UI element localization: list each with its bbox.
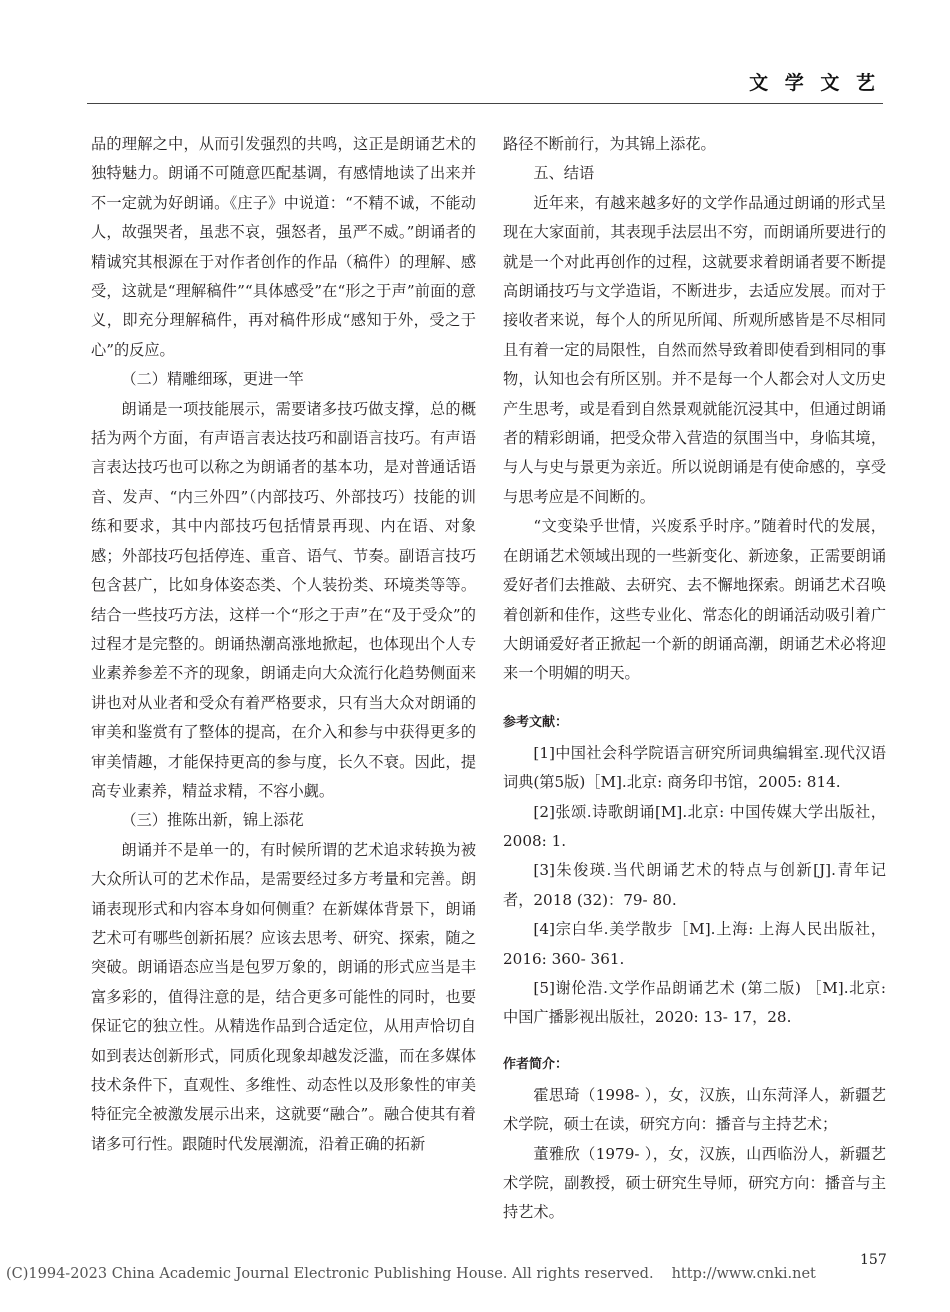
copyright-footer bbox=[6, 1266, 816, 1282]
body-paragraph: “文变染乎世情，兴废系乎时序。”随着时代的发展，在朗诵艺术领域出现的一些新变化、新迹象，正需要朗诵爱好者们去推敲、去研究、去不懈地探索。朗诵艺术召唤着创新和佳作，这些专业化、常态化的朗诵活动吸引着广大朗诵爱好者正掀起一个新的朗诵高潮，朗诵艺术必将迎来一个明媚的明天。 bbox=[503, 517, 886, 683]
authors-list bbox=[503, 1081, 886, 1228]
references-list bbox=[503, 739, 886, 1033]
left-column bbox=[91, 130, 476, 1159]
section-heading: 五、结语 bbox=[533, 164, 595, 183]
reference-item: [4]宗白华.美学散步［M].上海: 上海人民出版社，2016: 360- 361. bbox=[503, 920, 886, 968]
reference-item: [1]中国社会科学院语言研究所词典编辑室.现代汉语词典(第5版)［M].北京: 商务印书馆，2005: 814. bbox=[503, 743, 886, 792]
body-paragraph: 朗诵是一项技能展示，需要诸多技巧做支撑，总的概括为两个方面，有声语言表达技巧和副语言技巧。有声语言表达技巧也可以称之为朗诵者的基本功，是对普通话语音、发声、“内三外四”（内部技巧、外部技巧）技能的训练和要求，其中内部技巧包括情景再现、内在语、对象感；外部技巧包括停连、重音、语气、节奏。副语言技巧包含甚广，比如身体姿态类、个人装扮类、环境类等等。结合一些技巧方法，这样一个“形之于声”在“及于受众”的过程才是完整的。朗诵热潮高涨地掀起，也体现出个人专业素养参差不齐的现象，朗诵走向大众流行化趋势侧面来讲也对从业者和受众有着严格要求，只有当大众对朗诵的审美和鉴赏有了整体的提高，在介入和参与中获得更多的审美情趣，才能保持更高的参与度，长久不衰。因此，提高专业素养，精益求精，不容小觑。 bbox=[91, 399, 476, 800]
body-paragraph: 品的理解之中，从而引发强烈的共鸣，这正是朗诵艺术的独特魅力。朗诵不可随意匹配基调，有感情地读了出来并不一定就为好朗诵。《庄子》中说道：“不精不诚，不能动人，故强哭者，虽悲不哀，强怒者，虽严不威。”朗诵者的精诚究其根源在于对作者创作的作品（稿件）的理解、感受，这就是“理解稿件”“具体感受”在“形之于声”前面的意义，即充分理解稿件，再对稿件形成“感知于外，受之于心”的反应。 bbox=[91, 135, 476, 359]
body-paragraph: 路径不断前行，为其锦上添花。 bbox=[503, 135, 716, 153]
footer-url: http://www.cnki.net bbox=[671, 1266, 816, 1282]
subsection-heading: （二）精雕细琢，更进一竿 bbox=[121, 370, 304, 389]
copyright-text: (C)1994-2023 China Academic Journal Electronic Publishing House. All rights reserved. bbox=[6, 1266, 654, 1282]
page-number: 157 bbox=[860, 1252, 887, 1268]
author-bio: 董雅欣（1979- ），女，汉族，山西临汾人，新疆艺术学院，副教授，硕士研究生导师，研究方向：播音与主持艺术。 bbox=[503, 1144, 886, 1222]
author-bio: 霍思琦（1998- ），女，汉族，山东菏泽人，新疆艺术学院，硕士在读，研究方向：播音与主持艺术； bbox=[503, 1085, 886, 1134]
reference-item: [3]朱俊瑛.当代朗诵艺术的特点与创新[J].青年记者，2018 (32)：79- 80. bbox=[503, 861, 886, 909]
reference-item: [2]张颂.诗歌朗诵[M].北京: 中国传媒大学出版社，2008: 1. bbox=[503, 802, 886, 850]
references-title: 参考文献： bbox=[503, 714, 569, 730]
subsection-heading: （三）推陈出新，锦上添花 bbox=[121, 811, 304, 830]
right-column bbox=[503, 130, 886, 1228]
reference-item: [5]谢伦浩.文学作品朗诵艺术 (第二版) ［M].北京: 中国广播影视出版社，2020: 13- 17，28. bbox=[503, 978, 886, 1027]
authors-title: 作者简介： bbox=[503, 1056, 569, 1072]
section-header: 文 学 文 艺 bbox=[749, 72, 880, 94]
body-paragraph: 朗诵并不是单一的，有时候所谓的艺术追求转换为被大众所认可的艺术作品，是需要经过多方考量和完善。朗诵表现形式和内容本身如何侧重？在新媒体背景下，朗诵艺术可有哪些创新拓展？应该去思考、研究、探索，随之突破。朗诵语态应当是包罗万象的，朗诵的形式应当是丰富多彩的，值得注意的是，结合更多可能性的同时，也要保证它的独立性。从精选作品到合适定位，从用声恰切自如到表达创新形式，同质化现象却越发泛滥，而在多媒体技术条件下，直观性、多维性、动态性以及形象性的审美特征完全被激发展示出来，这就要“融合”。融合使其有着诸多可行性。跟随时代发展潮流，沿着正确的拓新 bbox=[91, 840, 476, 1153]
header-rule bbox=[87, 103, 883, 104]
body-paragraph: 近年来，有越来越多好的文学作品通过朗诵的形式呈现在大家面前，其表现手法层出不穷，而朗诵所要进行的就是一个对此再创作的过程，这就要求着朗诵者要不断提高朗诵技巧与文学造诣，不断进步，去适应发展。而对于接收者来说，每个人的所见所闻、所观所感皆是不尽相同且有着一定的局限性，自然而然导致着即使看到相同的事物，认知也会有所区别。并不是每一个人都会对人文历史产生思考，或是看到自然景观就能沉浸其中，但通过朗诵者的精彩朗诵，把受众带入营造的氛围当中，身临其境，与人与史与景更为亲近。所以说朗诵是有使命感的，享受与思考应是不间断的。 bbox=[503, 193, 886, 506]
